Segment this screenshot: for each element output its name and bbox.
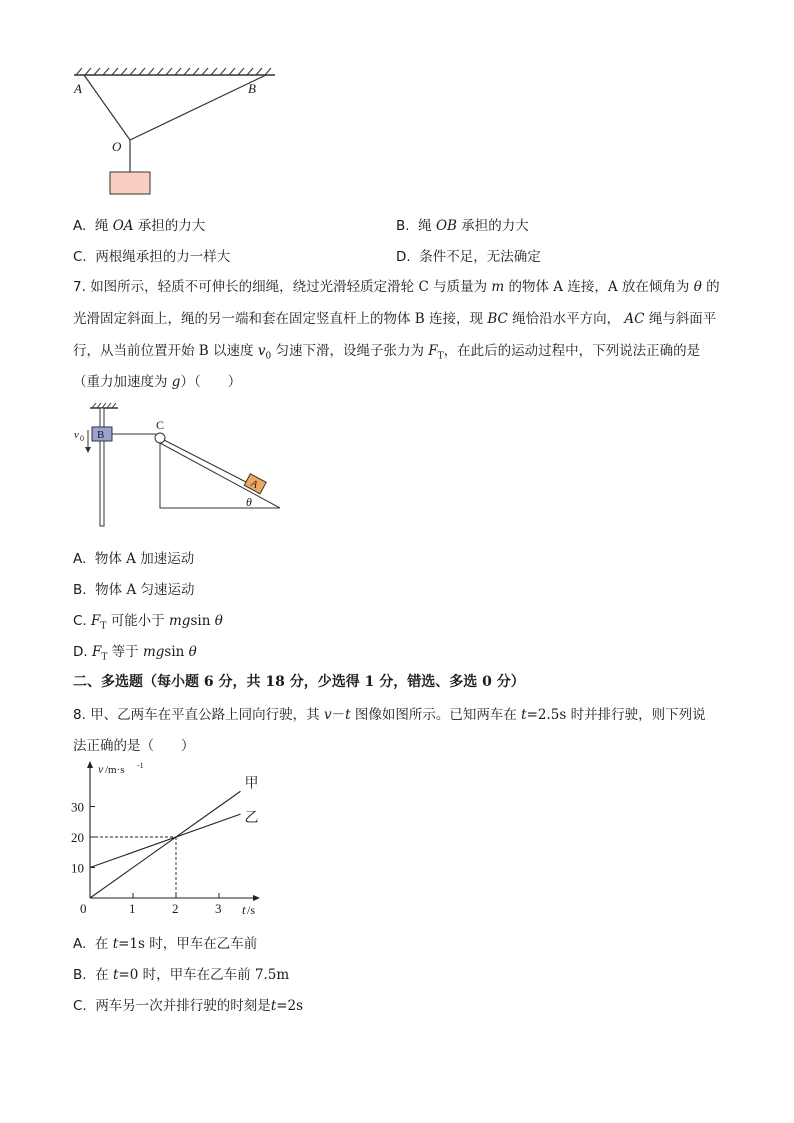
series-label-1: 甲 <box>244 776 259 792</box>
vt-chart <box>60 758 270 918</box>
incline <box>160 443 280 508</box>
q6-option-a[interactable]: A. 绳 OA 承担的力大 <box>73 218 206 234</box>
q7-stem-line4: （重力加速度为 g）（ ） <box>73 374 242 390</box>
hanging-block <box>110 172 150 194</box>
velocity-arrowhead <box>85 447 91 453</box>
x-axis-arrow <box>253 895 260 901</box>
y-axis-label-var: v <box>98 762 104 776</box>
q8-stem-line2: 法正确的是（ ） <box>73 738 195 754</box>
q7-stem-line3: 行，从当前位置开始 B 以速度 $v_0$ 匀速下滑，设绳子张力为 $F_T$，在此后的运动过程中，下列说法正确的是 <box>73 343 701 362</box>
x-tick-label: 1 <box>129 901 136 916</box>
x-tick-label: 3 <box>215 901 222 916</box>
q7-option-c[interactable]: C. $F_T$ 可能小于 mgsin θ <box>73 613 223 632</box>
label-b: B <box>248 81 256 96</box>
q8-stem-line1: 8. 甲、乙两车在平直公路上同向行驶，其 v－t 图像如图所示。已知两车在 t=2.5s 时并排行驶，则下列说 <box>73 707 706 723</box>
label-pulley-c: C <box>156 418 165 432</box>
label-o: O <box>112 139 122 154</box>
rod-mount-hatch <box>90 403 118 408</box>
vertical-rod <box>100 408 104 526</box>
series-line-1 <box>90 791 241 898</box>
label-a: A <box>74 81 82 96</box>
y-axis-label-unit: /m·s <box>105 764 125 776</box>
q8-option-a[interactable]: A. 在 t=1s 时，甲车在乙车前 <box>73 936 258 952</box>
pulley-c <box>155 433 165 443</box>
rope-oa <box>84 75 130 140</box>
label-v0: v <box>74 429 79 441</box>
x-axis-label-unit: /s <box>247 903 256 917</box>
q7-option-d[interactable]: D. $F_T$ 等于 mgsin θ <box>73 644 197 663</box>
series-line-2 <box>90 814 241 867</box>
origin-label: 0 <box>80 901 87 916</box>
label-theta: θ <box>246 495 252 509</box>
label-v0-sub: 0 <box>80 434 84 443</box>
label-block-b: B <box>97 429 105 441</box>
q7-option-a[interactable]: A. 物体 A 加速运动 <box>73 551 195 567</box>
q6-option-d[interactable]: D. 条件不足，无法确定 <box>396 249 541 265</box>
q7-stem-line2: 光滑固定斜面上，绳的另一端和套在固定竖直杆上的物体 B 连接，现 BC 绳恰沿水平方向， AC 绳与斜面平 <box>73 311 717 327</box>
figure-pulley-incline <box>68 400 288 535</box>
q8-option-c[interactable]: C. 两车另一次并排行驶的时刻是t=2s <box>73 998 304 1014</box>
q8-option-b[interactable]: B. 在 t=0 时，甲车在乙车前 7.5m <box>73 967 290 983</box>
section-heading-multi-choice: 二、多选题（每小题 6 分，共 18 分，少选得 1 分，错选、多选 0 分） <box>73 674 525 690</box>
q7-option-b[interactable]: B. 物体 A 匀速运动 <box>73 582 195 598</box>
ceiling-hatch <box>74 68 275 75</box>
figure-rope-block <box>60 60 290 200</box>
q6-option-c[interactable]: C. 两根绳承担的力一样大 <box>73 249 231 265</box>
y-axis-arrow <box>87 761 93 768</box>
y-axis-label-exp: -1 <box>137 761 144 770</box>
x-tick-label: 2 <box>172 901 179 916</box>
y-tick-label: 10 <box>71 860 84 876</box>
series-label-2: 乙 <box>244 811 259 827</box>
x-axis-label-var: t <box>242 902 246 917</box>
q7-stem-line1: 7. 如图所示，轻质不可伸长的细绳，绕过光滑轻质定滑轮 C 与质量为 m 的物体 A 连接，A 放在倾角为 θ 的 <box>73 279 720 295</box>
y-tick-label: 30 <box>71 799 84 815</box>
y-tick-label: 20 <box>71 830 84 845</box>
label-block-a: A <box>248 477 261 492</box>
q6-option-b[interactable]: B. 绳 OB 承担的力大 <box>396 218 529 234</box>
rope-ob <box>130 75 266 140</box>
rope-ac <box>164 440 246 482</box>
